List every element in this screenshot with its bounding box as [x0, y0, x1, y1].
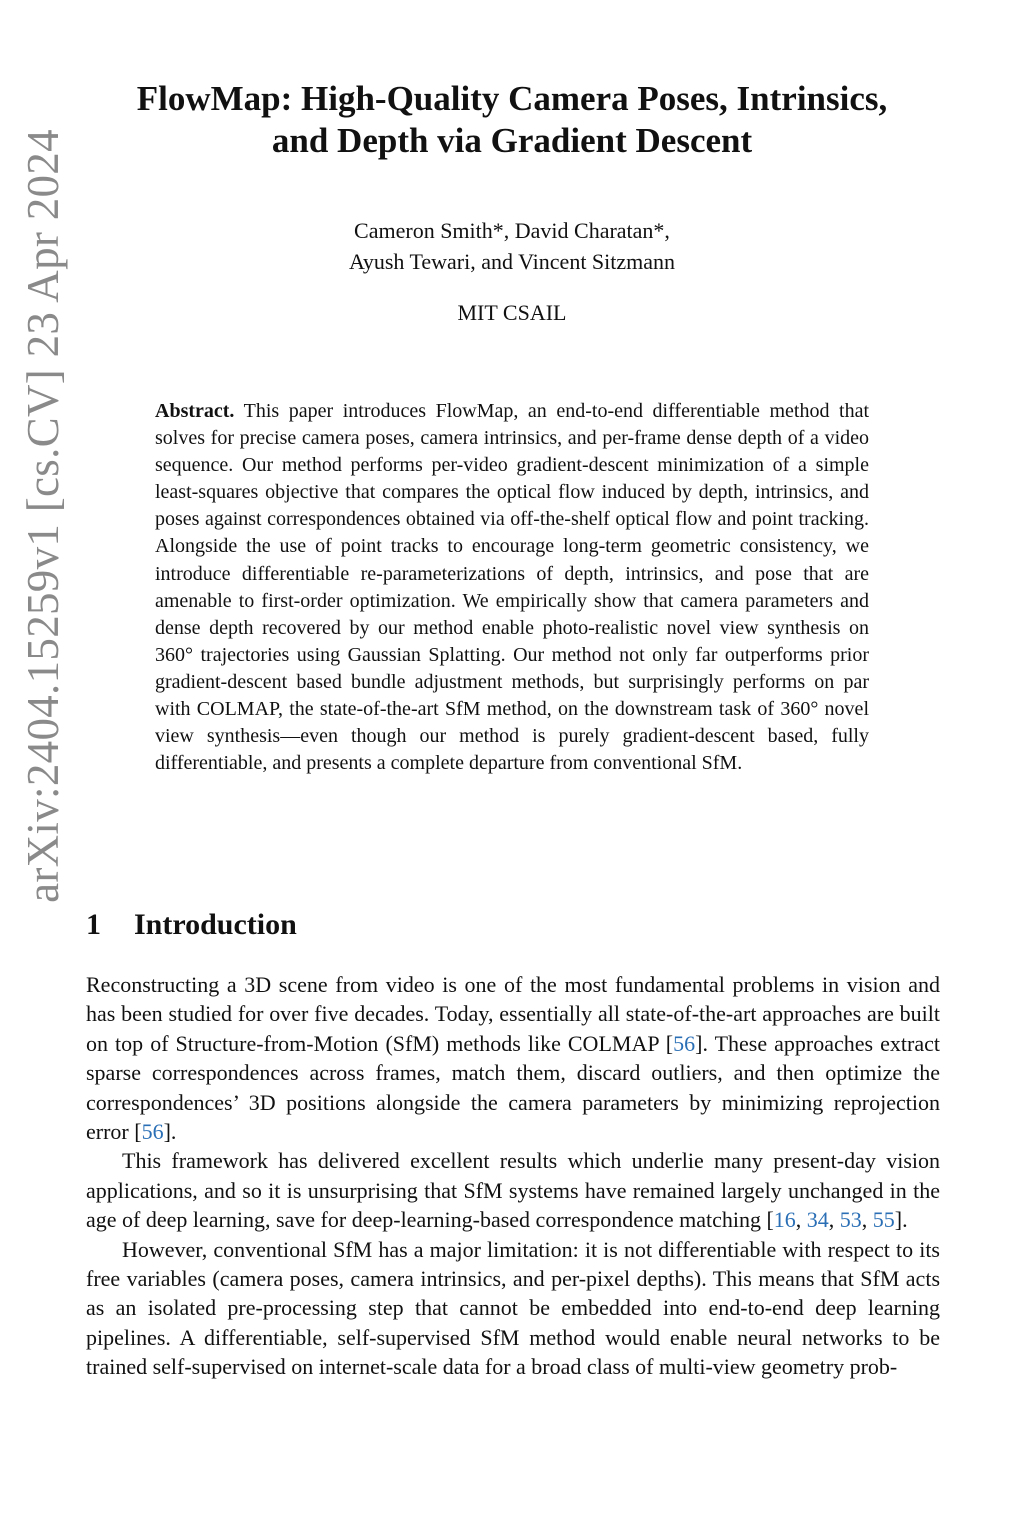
title-line-2: and Depth via Gradient Descent [271, 121, 753, 160]
intro-p1-text-a: Reconstructing a 3D scene from video is one of the most fundamental problems in vision and has been studied for over five decades. Today, essentially all state-of-the-art approaches are built on top of Structure-from-Motion (SfM) methods like COLMAP [ [86, 972, 940, 1056]
introduction-body [86, 970, 940, 1382]
section-title: Introduction [134, 908, 297, 941]
citation-separator: , [861, 1207, 873, 1233]
intro-paragraph-3: However, conventional SfM has a major limitation: it is not differentiable with respect to its free variables (camera poses, camera intrinsics, and per-pixel depths). This means that SfM acts as an isolated pre-processing step that cannot be embedded into end-to-end deep learning pipelines. A differentiable, self-supervised SfM method would enable neural networks to be trained self-supervised on internet-scale data for a broad class of multi-view geometry prob- [86, 1236, 940, 1380]
section-heading-introduction [86, 905, 297, 945]
affiliation: MIT CSAIL [457, 300, 567, 325]
citation-link[interactable]: 55 [872, 1207, 895, 1233]
intro-paragraph-1 [86, 970, 940, 1146]
intro-p1-text-b: ]. These approaches extract sparse correspondences across frames, match them, discard outliers, and then optimize the correspondences’ 3D positions alongside the camera parameters by minimizing reprojection error [ [86, 1030, 940, 1145]
arxiv-identifier-stamp [12, 80, 74, 952]
authors-line-2: Ayush Tewari, and Vincent Sitzmann [348, 249, 676, 274]
citation-separator: , [795, 1207, 807, 1233]
citation-link[interactable]: 16 [773, 1207, 796, 1233]
authors-line-1: Cameron Smith*, David Charatan*, [354, 218, 670, 243]
citation-link[interactable]: 34 [806, 1207, 829, 1233]
intro-p2-text-b: ]. [894, 1207, 908, 1233]
intro-p1-text-c: ]. [163, 1119, 177, 1145]
intro-p2-text-a: This framework has delivered excellent results which underlie many present-day vision applications, and so it is unsurprising that SfM systems have remained largely unchanged in the age of deep learning, save for deep-learning-based correspondence matching [ [86, 1148, 940, 1233]
citation-separator: , [828, 1207, 840, 1233]
abstract-text: This paper introduces FlowMap, an end-to-end differentiable method that solves for precise camera poses, camera intrinsics, and per-frame dense depth of a video sequence. Our method performs per-video gradient-descent minimization of a simple least-squares objective that compares the optical flow induced by depth, intrinsics, and poses against correspondences obtained via off-the-shelf optical flow and point tracking. Alongside the use of point tracks to encourage long-term geometric consistency, we introduce differentiable re-parameterizations of depth, intrinsics, and pose that are amenable to first-order optimization. We empirically show that camera parameters and dense depth recovered by our method enable photo-realistic novel view synthesis on 360° trajectories using Gaussian Splatting. Our method not only far outperforms prior gradient-descent based bundle adjustment methods, but surprisingly performs on par with COLMAP, the state-of-the-art SfM method, on the downstream task of 360° novel view synthesis—even though our method is purely gradient-descent based, fully differentiable, and presents a complete departure from conventional SfM. [155, 400, 870, 775]
title-line-1: FlowMap: High-Quality Camera Poses, Intrinsics, [136, 79, 888, 118]
paper-title [0, 78, 1024, 162]
abstract [155, 398, 869, 777]
section-number: 1 [86, 908, 101, 941]
citation-link[interactable]: 53 [839, 1207, 862, 1233]
citation-link[interactable]: 56 [673, 1030, 696, 1056]
intro-paragraph-2 [86, 1146, 940, 1234]
citation-link[interactable]: 56 [141, 1119, 164, 1145]
author-list [0, 215, 1024, 277]
abstract-label: Abstract. [155, 400, 235, 422]
arxiv-stamp-text: arXiv:2404.15259v1 [cs.CV] 23 Apr 2024 [18, 129, 68, 903]
